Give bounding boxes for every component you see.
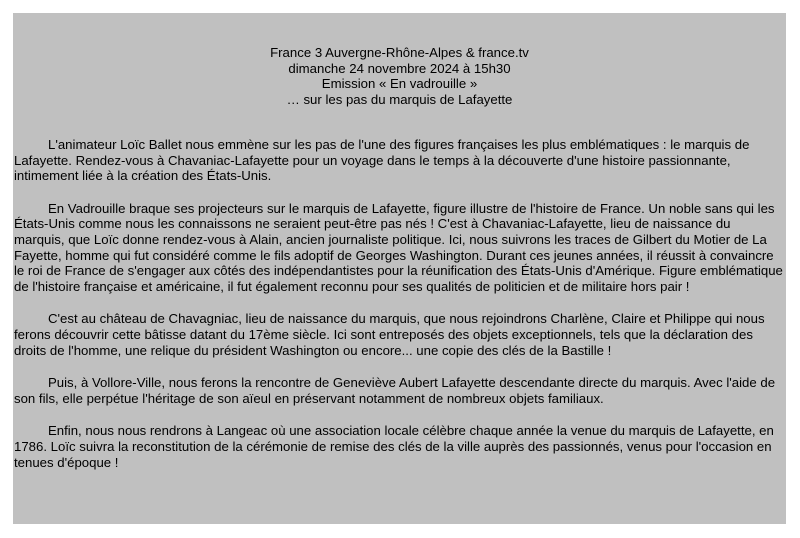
document-header xyxy=(13,45,786,107)
header-broadcaster: France 3 Auvergne-Rhône-Alpes & france.tv xyxy=(270,45,529,60)
header-subtitle: … sur les pas du marquis de Lafayette xyxy=(286,91,513,107)
paragraph-langeac: Enfin, nous nous rendrons à Langeac où une association locale célèbre chaque année la venue du marquis de Lafayette, en 1786. Loïc suivra la reconstitution de la cérémonie de remise des clés de la ville auprès des passionnés, venus pour l'occasion en tenues d'époque ! xyxy=(14,423,774,470)
paragraph-vollore: Puis, à Vollore-Ville, nous ferons la rencontre de Geneviève Aubert Lafayette descendante directe du marquis. Avec l'aide de son fils, elle perpétue l'héritage de son aïeul en préservant notamment de nombreux objets familiaux. xyxy=(14,375,776,406)
header-show-title: Emission « En vadrouille » xyxy=(321,76,478,92)
header-date: dimanche 24 novembre 2024 à 15h30 xyxy=(288,60,511,76)
paragraph-intro: L'animateur Loïc Ballet nous emmène sur les pas de l'une des figures françaises les plus emblématiques : le marquis de Lafayette. Rendez-vous à Chavaniac-Lafayette pour un voyage dans le temps à la découverte d'une histoire passionnante, intimement liée à la création des États-Unis. xyxy=(14,137,750,184)
document-body xyxy=(14,137,783,487)
paragraph-chateau: C'est au château de Chavagniac, lieu de naissance du marquis, que nous rejoindrons Charlène, Claire et Philippe qui nous ferons découvrir cette bâtisse datant du 17ème siècle. Ici sont entreposés des objets exceptionnels, tels que la déclaration des droits de l'homme, une relique du président Washington ou encore... une copie des clés de la Bastille ! xyxy=(14,311,765,358)
paragraph-lafayette: En Vadrouille braque ses projecteurs sur le marquis de Lafayette, figure illustre de l'histoire de France. Un noble sans qui les États-Unis comme nous les connaissons ne seraient peut-être pas nés ! C'est à Chavaniac-Lafayette, lieu de naissance du marquis, que Loïc donne rendez-vous à Alain, ancien journaliste politique. Ici, nous suivrons les traces de Gilbert du Motier de La Fayette, homme qui fut considéré comme le fils adoptif de Georges Washington. Durant ces jeunes années, il réussit à convaincre le roi de France de s'engager aux côtés des indépendantistes pour la réunification des États-Unis d'Amérique. Figure emblématique de l'histoire française et américaine, il fut également reconnu pour ses qualités de politicien et de militaire hors pair ! xyxy=(14,200,783,294)
document-panel xyxy=(13,13,786,524)
